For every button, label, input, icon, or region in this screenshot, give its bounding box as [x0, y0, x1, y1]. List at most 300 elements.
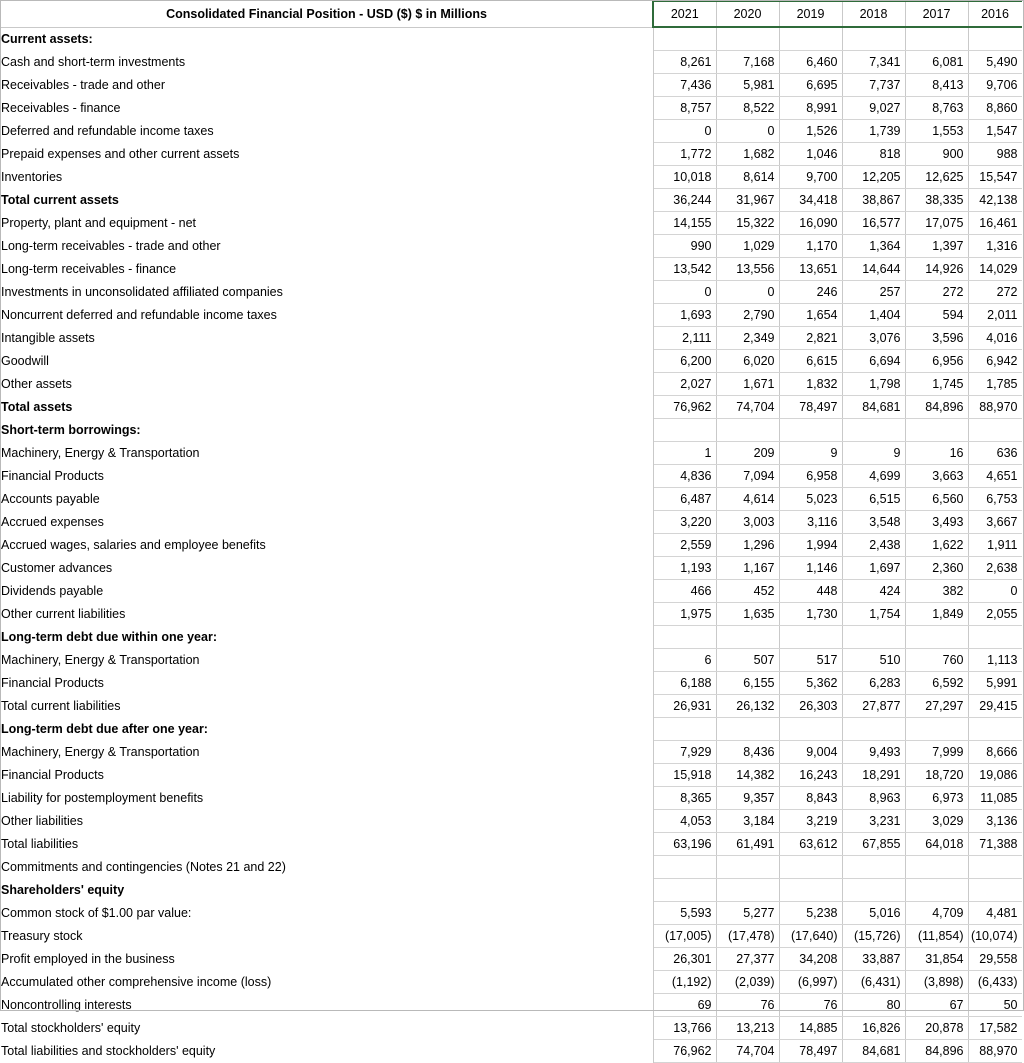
- row-label: Noncurrent deferred and refundable income taxes: [0, 304, 653, 327]
- value-cell: 8,991: [779, 97, 842, 120]
- value-cell: [905, 879, 968, 902]
- value-cell: 1,622: [905, 534, 968, 557]
- value-cell: 71,388: [968, 833, 1022, 856]
- row-label: Long-term debt due after one year:: [0, 718, 653, 741]
- value-cell: 88,970: [968, 1040, 1022, 1063]
- row-label: Accrued expenses: [0, 511, 653, 534]
- value-cell: 26,303: [779, 695, 842, 718]
- value-cell: 84,896: [905, 396, 968, 419]
- value-cell: 5,023: [779, 488, 842, 511]
- value-cell: 2,638: [968, 557, 1022, 580]
- table-row: [0, 603, 1022, 626]
- value-cell: 1,635: [716, 603, 779, 626]
- value-cell: [968, 856, 1022, 879]
- value-cell: [716, 718, 779, 741]
- value-cell: 466: [653, 580, 716, 603]
- table-row: [0, 327, 1022, 350]
- table-row: [0, 1017, 1022, 1040]
- value-cell: 1,754: [842, 603, 905, 626]
- value-cell: 6: [653, 649, 716, 672]
- value-cell: 5,991: [968, 672, 1022, 695]
- value-cell: [842, 626, 905, 649]
- value-cell: 3,003: [716, 511, 779, 534]
- value-cell: [842, 879, 905, 902]
- row-label: Short-term borrowings:: [0, 419, 653, 442]
- value-cell: 1,654: [779, 304, 842, 327]
- value-cell: 64,018: [905, 833, 968, 856]
- value-cell: 4,651: [968, 465, 1022, 488]
- table-row: [0, 718, 1022, 741]
- value-cell: 69: [653, 994, 716, 1017]
- row-label: Common stock of $1.00 par value:: [0, 902, 653, 925]
- row-label: Machinery, Energy & Transportation: [0, 741, 653, 764]
- value-cell: 209: [716, 442, 779, 465]
- year-header: 2017: [905, 1, 968, 27]
- table-row: [0, 649, 1022, 672]
- value-cell: 1,547: [968, 120, 1022, 143]
- row-label: Accrued wages, salaries and employee benefits: [0, 534, 653, 557]
- row-label: Long-term receivables - trade and other: [0, 235, 653, 258]
- value-cell: 14,382: [716, 764, 779, 787]
- value-cell: 272: [968, 281, 1022, 304]
- value-cell: 4,481: [968, 902, 1022, 925]
- value-cell: 18,291: [842, 764, 905, 787]
- value-cell: (17,640): [779, 925, 842, 948]
- value-cell: 13,556: [716, 258, 779, 281]
- table-row: [0, 304, 1022, 327]
- value-cell: 3,231: [842, 810, 905, 833]
- value-cell: 14,029: [968, 258, 1022, 281]
- value-cell: 1,745: [905, 373, 968, 396]
- table-row: [0, 741, 1022, 764]
- value-cell: 1,798: [842, 373, 905, 396]
- value-cell: 1,697: [842, 557, 905, 580]
- value-cell: 84,681: [842, 1040, 905, 1063]
- row-label: Goodwill: [0, 350, 653, 373]
- value-cell: 4,836: [653, 465, 716, 488]
- value-cell: 12,205: [842, 166, 905, 189]
- value-cell: 9,357: [716, 787, 779, 810]
- value-cell: 6,973: [905, 787, 968, 810]
- row-label: Receivables - finance: [0, 97, 653, 120]
- value-cell: [653, 856, 716, 879]
- value-cell: 8,436: [716, 741, 779, 764]
- row-label: Customer advances: [0, 557, 653, 580]
- value-cell: 5,238: [779, 902, 842, 925]
- value-cell: 50: [968, 994, 1022, 1017]
- table-row: [0, 1040, 1022, 1063]
- value-cell: 38,335: [905, 189, 968, 212]
- value-cell: 18,720: [905, 764, 968, 787]
- value-cell: 5,277: [716, 902, 779, 925]
- value-cell: [968, 879, 1022, 902]
- value-cell: [968, 419, 1022, 442]
- value-cell: 10,018: [653, 166, 716, 189]
- value-cell: 16,461: [968, 212, 1022, 235]
- value-cell: 74,704: [716, 1040, 779, 1063]
- value-cell: 6,592: [905, 672, 968, 695]
- value-cell: 3,220: [653, 511, 716, 534]
- value-cell: [968, 626, 1022, 649]
- value-cell: 6,753: [968, 488, 1022, 511]
- table-row: [0, 27, 1022, 51]
- value-cell: 9,700: [779, 166, 842, 189]
- row-label: Commitments and contingencies (Notes 21 and 22): [0, 856, 653, 879]
- value-cell: 2,027: [653, 373, 716, 396]
- value-cell: 2,349: [716, 327, 779, 350]
- row-label: Accumulated other comprehensive income (loss): [0, 971, 653, 994]
- value-cell: 246: [779, 281, 842, 304]
- row-label: Total current assets: [0, 189, 653, 212]
- row-label: Financial Products: [0, 672, 653, 695]
- value-cell: (15,726): [842, 925, 905, 948]
- value-cell: 0: [716, 120, 779, 143]
- value-cell: 88,970: [968, 396, 1022, 419]
- value-cell: 38,867: [842, 189, 905, 212]
- value-cell: 5,016: [842, 902, 905, 925]
- table-row: [0, 488, 1022, 511]
- row-label: Total stockholders' equity: [0, 1017, 653, 1040]
- value-cell: 6,958: [779, 465, 842, 488]
- value-cell: 1,193: [653, 557, 716, 580]
- value-cell: 7,436: [653, 74, 716, 97]
- value-cell: 7,094: [716, 465, 779, 488]
- value-cell: 3,596: [905, 327, 968, 350]
- value-cell: 8,763: [905, 97, 968, 120]
- value-cell: 67,855: [842, 833, 905, 856]
- value-cell: 8,963: [842, 787, 905, 810]
- value-cell: 1,029: [716, 235, 779, 258]
- value-cell: 15,547: [968, 166, 1022, 189]
- value-cell: 9: [842, 442, 905, 465]
- table-row: [0, 235, 1022, 258]
- value-cell: 3,029: [905, 810, 968, 833]
- value-cell: 1,849: [905, 603, 968, 626]
- value-cell: 76,962: [653, 1040, 716, 1063]
- table-row: [0, 626, 1022, 649]
- value-cell: 3,136: [968, 810, 1022, 833]
- value-cell: 42,138: [968, 189, 1022, 212]
- table-row: [0, 580, 1022, 603]
- value-cell: [905, 27, 968, 51]
- table-row: [0, 189, 1022, 212]
- value-cell: 818: [842, 143, 905, 166]
- value-cell: 27,297: [905, 695, 968, 718]
- value-cell: 9: [779, 442, 842, 465]
- value-cell: 1,785: [968, 373, 1022, 396]
- value-cell: 19,086: [968, 764, 1022, 787]
- value-cell: (1,192): [653, 971, 716, 994]
- year-header: 2020: [716, 1, 779, 27]
- row-label: Dividends payable: [0, 580, 653, 603]
- value-cell: 6,942: [968, 350, 1022, 373]
- value-cell: [842, 27, 905, 51]
- value-cell: 1,296: [716, 534, 779, 557]
- row-label: Shareholders' equity: [0, 879, 653, 902]
- value-cell: 3,184: [716, 810, 779, 833]
- value-cell: 1,046: [779, 143, 842, 166]
- value-cell: [842, 718, 905, 741]
- table-row: [0, 971, 1022, 994]
- row-label: Prepaid expenses and other current assets: [0, 143, 653, 166]
- value-cell: 67: [905, 994, 968, 1017]
- value-cell: 6,487: [653, 488, 716, 511]
- value-cell: 2,011: [968, 304, 1022, 327]
- value-cell: 36,244: [653, 189, 716, 212]
- table-row: [0, 787, 1022, 810]
- value-cell: 1: [653, 442, 716, 465]
- value-cell: 17,582: [968, 1017, 1022, 1040]
- value-cell: 16,826: [842, 1017, 905, 1040]
- value-cell: [968, 27, 1022, 51]
- value-cell: 8,757: [653, 97, 716, 120]
- value-cell: 2,111: [653, 327, 716, 350]
- table-row: [0, 833, 1022, 856]
- value-cell: 29,415: [968, 695, 1022, 718]
- value-cell: 6,200: [653, 350, 716, 373]
- value-cell: 3,219: [779, 810, 842, 833]
- row-label: Noncontrolling interests: [0, 994, 653, 1017]
- value-cell: 1,739: [842, 120, 905, 143]
- value-cell: 76: [716, 994, 779, 1017]
- value-cell: 33,887: [842, 948, 905, 971]
- value-cell: (11,854): [905, 925, 968, 948]
- value-cell: 3,667: [968, 511, 1022, 534]
- value-cell: 1,397: [905, 235, 968, 258]
- value-cell: 6,956: [905, 350, 968, 373]
- value-cell: [842, 856, 905, 879]
- value-cell: 2,438: [842, 534, 905, 557]
- value-cell: 1,404: [842, 304, 905, 327]
- value-cell: 2,055: [968, 603, 1022, 626]
- value-cell: 8,666: [968, 741, 1022, 764]
- value-cell: 13,651: [779, 258, 842, 281]
- value-cell: [716, 27, 779, 51]
- table-row: [0, 373, 1022, 396]
- value-cell: 6,460: [779, 51, 842, 74]
- value-cell: 27,377: [716, 948, 779, 971]
- table-row: [0, 557, 1022, 580]
- value-cell: 14,644: [842, 258, 905, 281]
- year-header: 2016: [968, 1, 1022, 27]
- value-cell: 1,975: [653, 603, 716, 626]
- value-cell: [905, 856, 968, 879]
- row-label: Receivables - trade and other: [0, 74, 653, 97]
- value-cell: 3,493: [905, 511, 968, 534]
- value-cell: 0: [968, 580, 1022, 603]
- value-cell: 1,730: [779, 603, 842, 626]
- value-cell: 78,497: [779, 1040, 842, 1063]
- value-cell: 84,681: [842, 396, 905, 419]
- value-cell: 2,559: [653, 534, 716, 557]
- value-cell: 7,341: [842, 51, 905, 74]
- row-label: Deferred and refundable income taxes: [0, 120, 653, 143]
- value-cell: 76: [779, 994, 842, 1017]
- value-cell: 7,168: [716, 51, 779, 74]
- row-label: Intangible assets: [0, 327, 653, 350]
- value-cell: 636: [968, 442, 1022, 465]
- value-cell: 2,360: [905, 557, 968, 580]
- value-cell: 17,075: [905, 212, 968, 235]
- value-cell: 1,316: [968, 235, 1022, 258]
- value-cell: 6,560: [905, 488, 968, 511]
- value-cell: 1,170: [779, 235, 842, 258]
- value-cell: 448: [779, 580, 842, 603]
- value-cell: [653, 718, 716, 741]
- value-cell: 26,931: [653, 695, 716, 718]
- value-cell: 16: [905, 442, 968, 465]
- value-cell: 8,614: [716, 166, 779, 189]
- row-label: Liability for postemployment benefits: [0, 787, 653, 810]
- value-cell: 63,612: [779, 833, 842, 856]
- value-cell: [905, 718, 968, 741]
- value-cell: [905, 626, 968, 649]
- row-label: Other assets: [0, 373, 653, 396]
- value-cell: 507: [716, 649, 779, 672]
- row-label: Current assets:: [0, 27, 653, 51]
- table-row: [0, 97, 1022, 120]
- table-row: [0, 74, 1022, 97]
- value-cell: 6,694: [842, 350, 905, 373]
- table-title: Consolidated Financial Position - USD ($) $ in Millions: [0, 1, 653, 27]
- table-row: [0, 672, 1022, 695]
- row-label: Other current liabilities: [0, 603, 653, 626]
- value-cell: 14,885: [779, 1017, 842, 1040]
- table-row: [0, 902, 1022, 925]
- value-cell: 84,896: [905, 1040, 968, 1063]
- value-cell: 74,704: [716, 396, 779, 419]
- value-cell: 0: [716, 281, 779, 304]
- table-row: [0, 120, 1022, 143]
- table-row: [0, 419, 1022, 442]
- value-cell: [653, 419, 716, 442]
- table-row: [0, 856, 1022, 879]
- value-cell: [779, 718, 842, 741]
- row-label: Financial Products: [0, 465, 653, 488]
- row-label: Long-term debt due within one year:: [0, 626, 653, 649]
- value-cell: 6,155: [716, 672, 779, 695]
- value-cell: 9,493: [842, 741, 905, 764]
- value-cell: 6,081: [905, 51, 968, 74]
- table-row: [0, 994, 1022, 1017]
- header-row: [0, 1, 1022, 27]
- value-cell: [779, 879, 842, 902]
- year-header: 2018: [842, 1, 905, 27]
- row-label: Inventories: [0, 166, 653, 189]
- table-row: [0, 51, 1022, 74]
- value-cell: 11,085: [968, 787, 1022, 810]
- table-row: [0, 879, 1022, 902]
- value-cell: [779, 27, 842, 51]
- value-cell: 7,737: [842, 74, 905, 97]
- table-row: [0, 396, 1022, 419]
- table-row: [0, 258, 1022, 281]
- value-cell: [716, 879, 779, 902]
- value-cell: 1,911: [968, 534, 1022, 557]
- value-cell: 13,542: [653, 258, 716, 281]
- year-header: 2021: [653, 1, 716, 27]
- value-cell: (6,431): [842, 971, 905, 994]
- value-cell: 14,155: [653, 212, 716, 235]
- value-cell: 1,832: [779, 373, 842, 396]
- value-cell: 1,146: [779, 557, 842, 580]
- table-row: [0, 534, 1022, 557]
- row-label: Machinery, Energy & Transportation: [0, 442, 653, 465]
- table-row: [0, 350, 1022, 373]
- value-cell: 61,491: [716, 833, 779, 856]
- value-cell: 0: [653, 281, 716, 304]
- value-cell: 8,365: [653, 787, 716, 810]
- value-cell: 3,548: [842, 511, 905, 534]
- value-cell: 8,860: [968, 97, 1022, 120]
- value-cell: 5,593: [653, 902, 716, 925]
- value-cell: 760: [905, 649, 968, 672]
- value-cell: [842, 419, 905, 442]
- value-cell: 6,020: [716, 350, 779, 373]
- value-cell: 990: [653, 235, 716, 258]
- value-cell: 76,962: [653, 396, 716, 419]
- value-cell: 9,706: [968, 74, 1022, 97]
- value-cell: 1,671: [716, 373, 779, 396]
- value-cell: 15,322: [716, 212, 779, 235]
- value-cell: (6,997): [779, 971, 842, 994]
- value-cell: 34,208: [779, 948, 842, 971]
- row-label: Total current liabilities: [0, 695, 653, 718]
- value-cell: 20,878: [905, 1017, 968, 1040]
- row-label: Investments in unconsolidated affiliated companies: [0, 281, 653, 304]
- table-row: [0, 212, 1022, 235]
- row-label: Property, plant and equipment - net: [0, 212, 653, 235]
- value-cell: 9,004: [779, 741, 842, 764]
- value-cell: 2,821: [779, 327, 842, 350]
- value-cell: 16,090: [779, 212, 842, 235]
- table-row: [0, 764, 1022, 787]
- value-cell: 6,188: [653, 672, 716, 695]
- value-cell: 988: [968, 143, 1022, 166]
- value-cell: [716, 419, 779, 442]
- value-cell: 900: [905, 143, 968, 166]
- value-cell: 0: [653, 120, 716, 143]
- value-cell: 5,490: [968, 51, 1022, 74]
- value-cell: 5,981: [716, 74, 779, 97]
- value-cell: 2,790: [716, 304, 779, 327]
- value-cell: 4,016: [968, 327, 1022, 350]
- value-cell: 517: [779, 649, 842, 672]
- value-cell: 63,196: [653, 833, 716, 856]
- value-cell: 26,132: [716, 695, 779, 718]
- table-row: [0, 281, 1022, 304]
- value-cell: 1,693: [653, 304, 716, 327]
- value-cell: [653, 27, 716, 51]
- value-cell: 1,167: [716, 557, 779, 580]
- table-row: [0, 925, 1022, 948]
- value-cell: [653, 626, 716, 649]
- value-cell: 1,364: [842, 235, 905, 258]
- value-cell: 1,553: [905, 120, 968, 143]
- value-cell: 15,918: [653, 764, 716, 787]
- table-row: [0, 166, 1022, 189]
- value-cell: 452: [716, 580, 779, 603]
- value-cell: 1,772: [653, 143, 716, 166]
- value-cell: 3,076: [842, 327, 905, 350]
- row-label: Total assets: [0, 396, 653, 419]
- value-cell: 80: [842, 994, 905, 1017]
- value-cell: 1,994: [779, 534, 842, 557]
- row-label: Financial Products: [0, 764, 653, 787]
- value-cell: 510: [842, 649, 905, 672]
- value-cell: (3,898): [905, 971, 968, 994]
- value-cell: 13,213: [716, 1017, 779, 1040]
